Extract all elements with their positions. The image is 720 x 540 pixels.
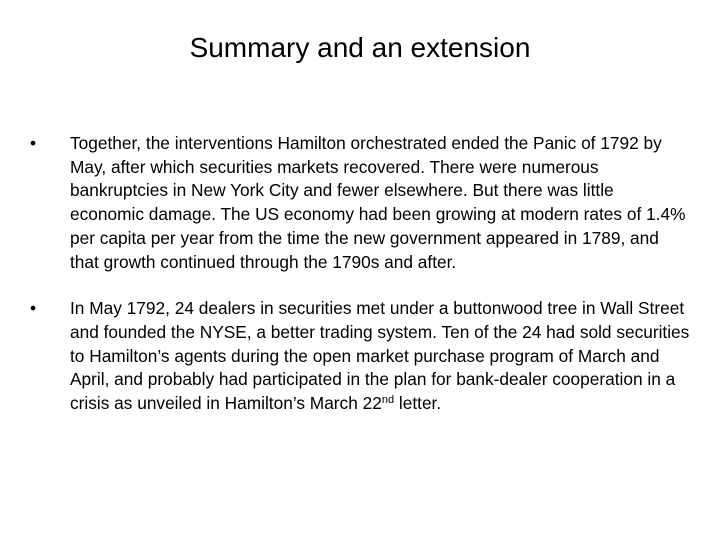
slide-title: Summary and an extension [189,32,531,63]
bullet-text-1: Together, the interventions Hamilton orchestrated ended the Panic of 1792 by May, after which securities markets recovered. There were numerous bankruptcies in New York City and fewer elsewhere. But there was little economic damage. The US economy had been growing at modern rates of 1.4% per capita per year from the time the new government appeared in 1789, and that growth continued through the 1790s and after. [70,133,686,272]
bullet-item-2 [30,297,690,416]
bullet-list [30,132,690,439]
bullet-text-2-tail: letter. [394,393,442,414]
bullet-marker-icon: • [30,133,37,153]
bullet-marker-icon: • [30,298,37,319]
ordinal-superscript: nd [381,394,395,407]
bullet-item-1 [30,132,690,274]
bullet-text-2 [70,297,690,416]
bullet-text-2-main: In May 1792, 24 dealers in securities met under a buttonwood tree in Wall Street and founded the NYSE, a better trading system. Ten of the 24 had sold securities to Hamilton’s agents during the open market purchase program of March and April, and probably had participated in the plan for bank-dealer cooperation in a crisis as unveiled in Hamilton’s March 22 [70,298,690,414]
